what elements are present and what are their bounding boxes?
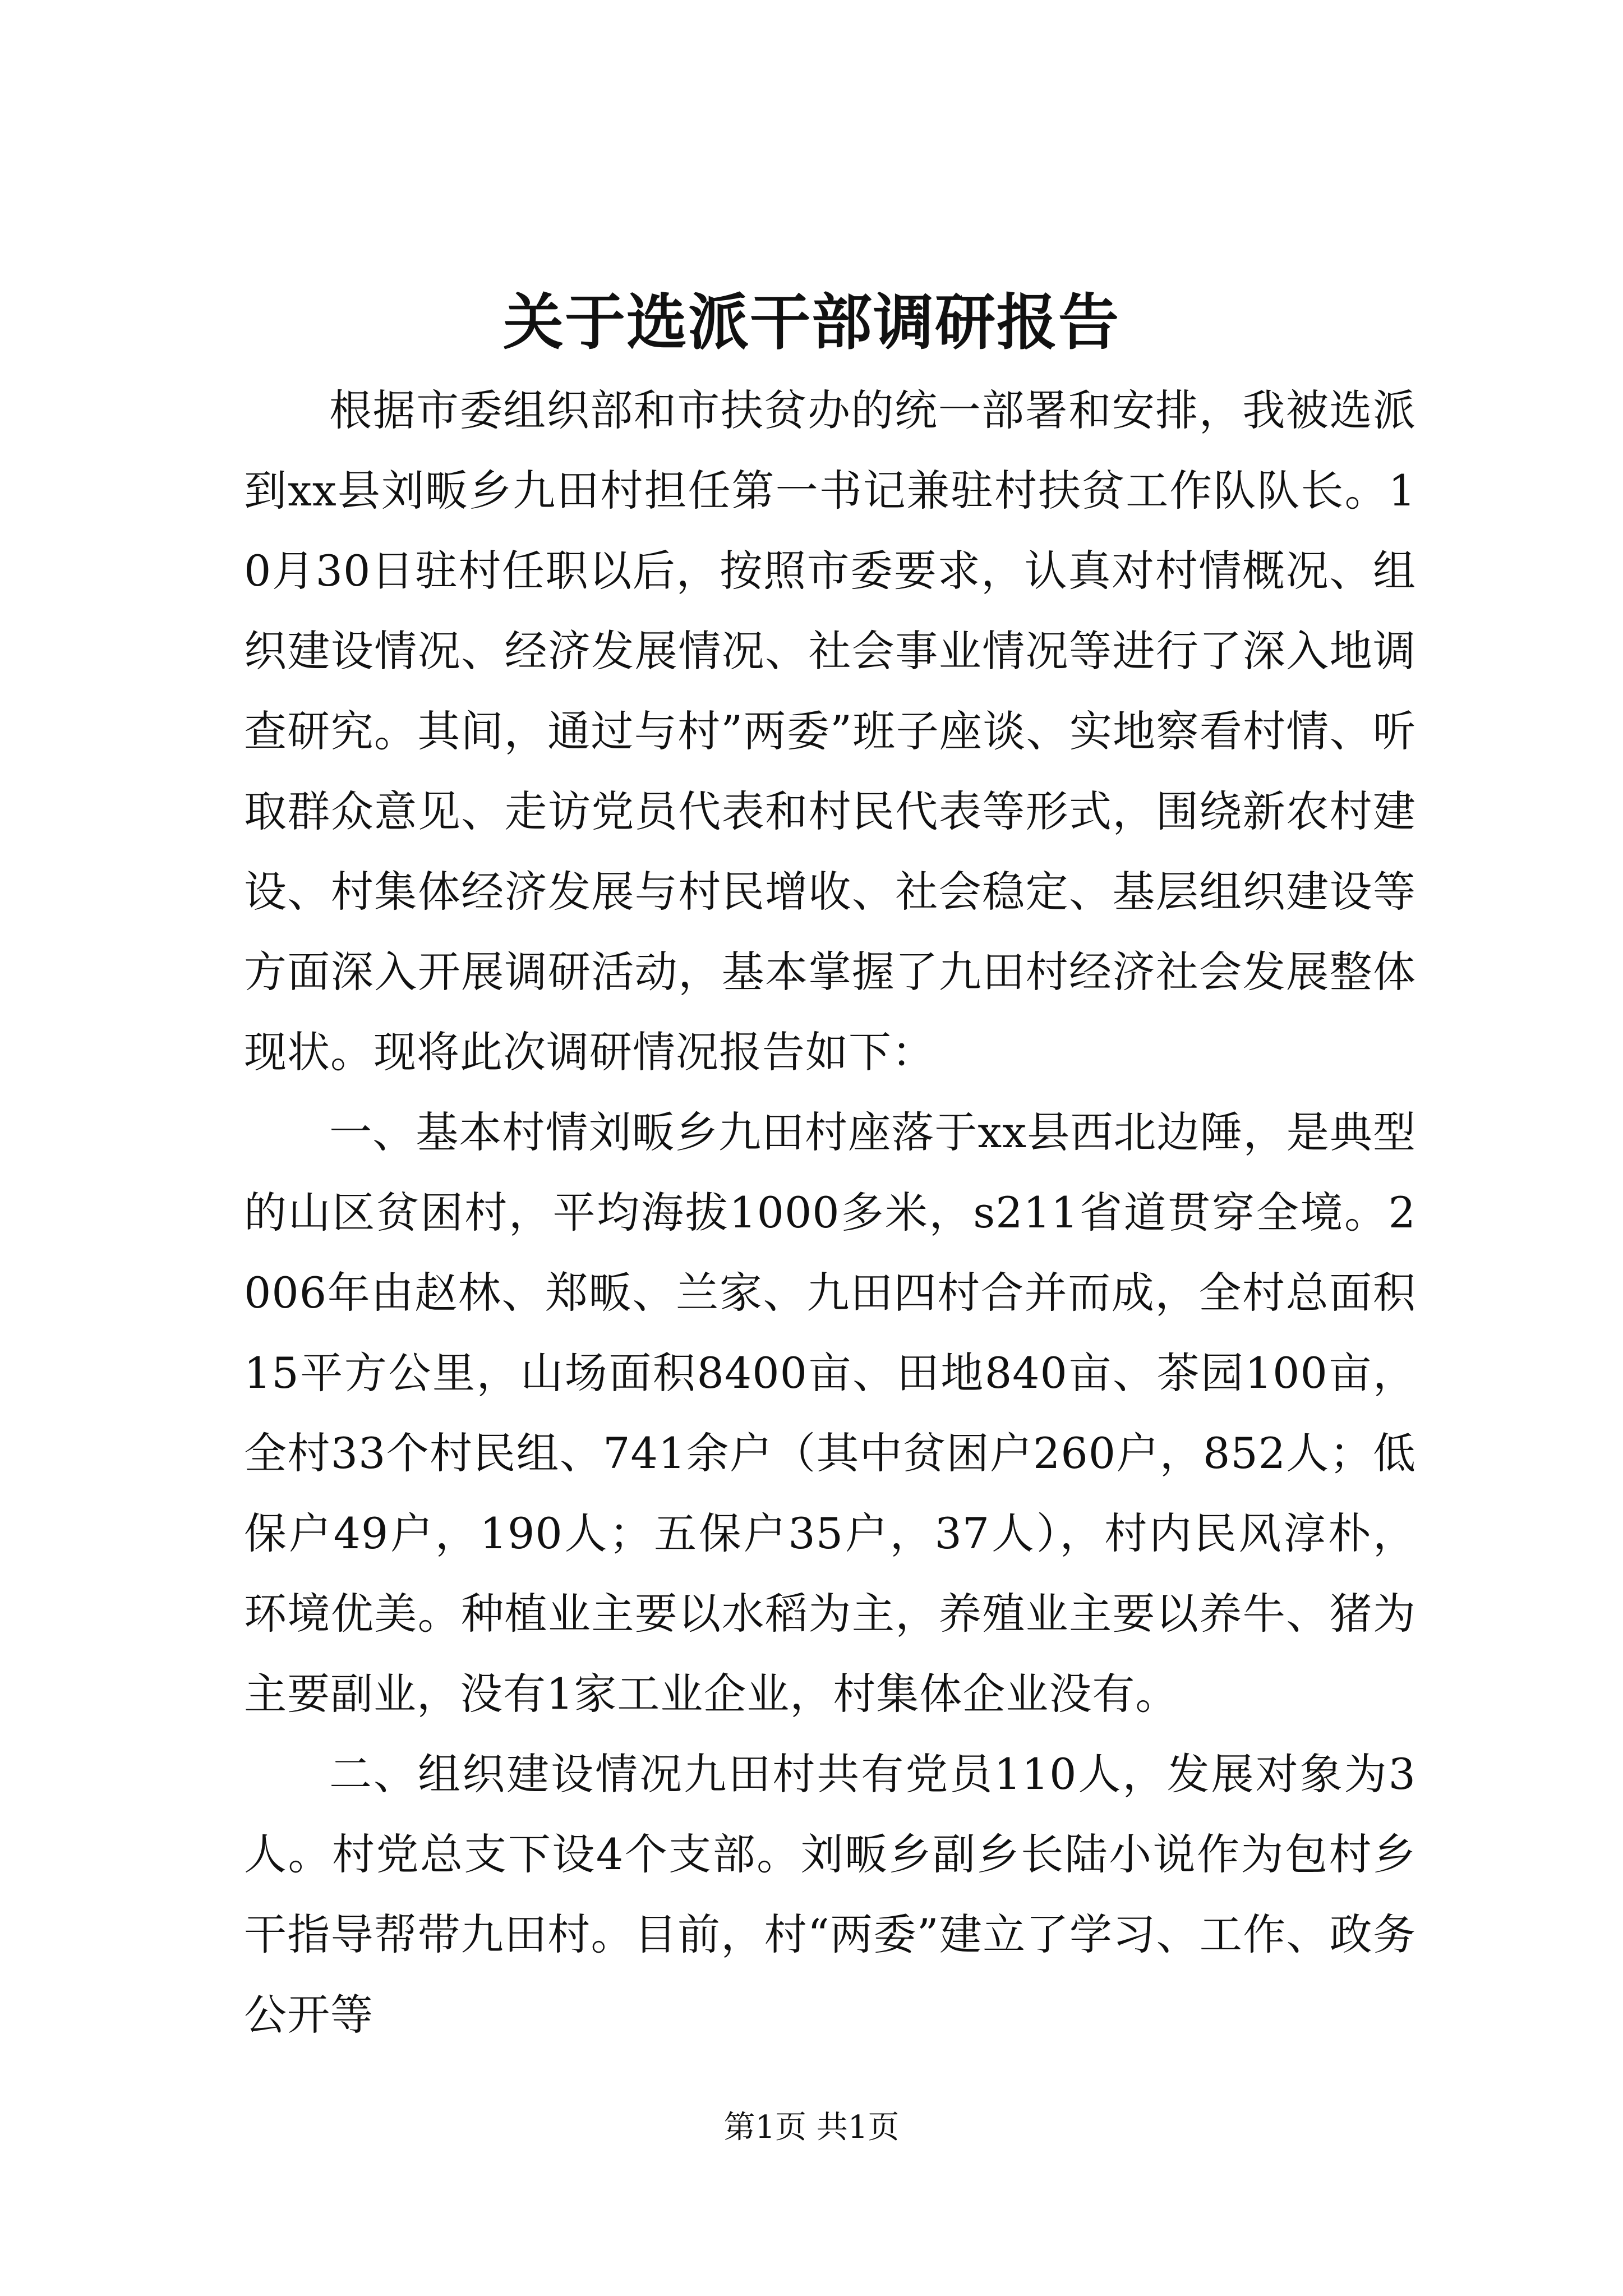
paragraph-basic-village-info: 一、基本村情刘畈乡九田村座落于xx县西北边陲，是典型的山区贫困村，平均海拔1000多米，s211省道贯穿全境。2006年由赵林、郑畈、兰家、九田四村合并而成，全村总面积15平方公里，山场面积8400亩、田地840亩、茶园100亩，全村33个村民组、741余户（其中贫困户260户，852人；低保户49户，190人；五保户35户，37人），村内民风淳朴，环境优美。种植业主要以水稻为主，养殖业主要以养牛、猪为主要副业，没有1家工业企业，村集体企业没有。: [244, 1107, 1416, 1719]
document-title: 关于选派干部调研报告: [502, 287, 1120, 358]
paragraph-intro: 根据市委组织部和市扶贫办的统一部署和安排，我被选派到xx县刘畈乡九田村担任第一书记兼驻村扶贫工作队队长。10月30日驻村任职以后，按照市委要求，认真对村情概况、组织建设情况、经济发展情况、社会事业情况等进行了深入地调查研究。其间，通过与村”两委”班子座谈、实地察看村情、听取群众意见、走访党员代表和村民代表等形式，围绕新农村建设、村集体经济发展与村民增收、社会稳定、基层组织建设等方面深入开展调研活动，基本掌握了九田村经济社会发展整体现状。现将此次调研情况报告如下：: [244, 385, 1416, 1077]
paragraph-organization-building: 二、组织建设情况九田村共有党员110人，发展对象为3人。村党总支下设4个支部。刘畈乡副乡长陆小说作为包村乡干指导帮带九田村。目前，村“两委”建立了学习、工作、政务公开等: [244, 1749, 1416, 2040]
page-number: 第1页 共1页: [723, 2109, 900, 2146]
document-body: [244, 370, 1416, 2055]
